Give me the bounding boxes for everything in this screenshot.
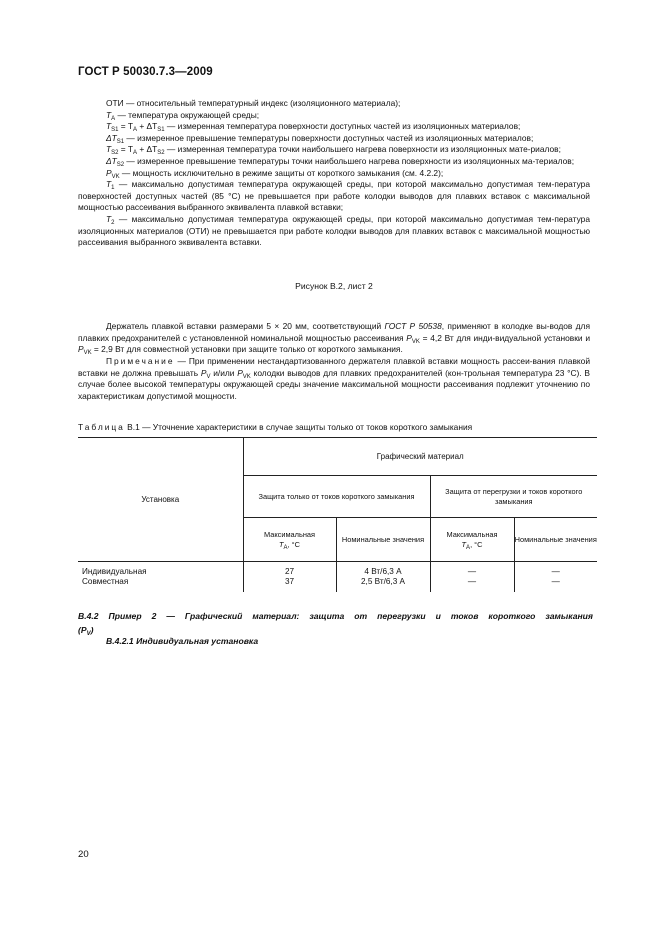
definition-ts2: $T_{S2} = T_A + \Delta T_{S2}$ — измеренная температура точки наибольшего нагрева поверхности из изоляционных мате-риалов; <box>106 144 561 157</box>
table-b1 <box>78 437 597 592</box>
header-nominal-2: Номинальные значения <box>514 518 597 562</box>
table-data: Индивидуальная Совместная 27 37 4 Вт/6,3 А 2,5 Вт/6,3 А — — — — <box>78 562 597 592</box>
definition-t2: $T_2$ — максимально допустимая температура окружающей среды, при которой максимально допустимая тем-пература изоляционных материалов (ОТИ) не превышается при работе колодки выводов для плавких вставок с максимальной мощностью рассеивания выбранного эквивалента вставки. <box>78 213 590 248</box>
figure-caption: Рисунок В.2, лист 2 <box>295 281 373 291</box>
section-heading-continuation: $(P_V)$ <box>78 625 94 637</box>
definition-dts2: $\Delta T_{S2}$ — измеренное превышение температуры точки наибольшего нагрева поверхности из изоляционных ма-териалов; <box>106 155 575 168</box>
table-row-install: Индивидуальная <box>82 567 147 576</box>
header-nominal-1: Номинальные значения <box>336 518 430 562</box>
document-header: ГОСТ Р 50030.7.3—2009 <box>78 66 213 78</box>
note-paragraph: Примечание — При применении нестандартизованного держателя плавкой вставки мощность рассеи-вания плавкой вставки не должна превышать $P_V$ и/или $P_{VK}$ колодки выводов для плавких предохранителей (кон-трольная температура 23 °С). В случае более высокой температуры окружающей среды значение максимальной мощности рассеивания подлежит уточнению по характеристикам допустимой мощности. <box>78 356 590 401</box>
symbol-definitions <box>78 98 590 249</box>
definition-t1: $T_1$ — максимально допустимая температура окружающей среды, при которой максимально допустимая тем-пература поверхностей доступных частей (85 °С) не превышается при работе колодки выводов для плавких вставок с максимальной мощностью рассеивания выбранного эквивалента плавкой вставки; <box>78 179 590 213</box>
standard-reference: ГОСТ Р 50538 <box>384 321 442 331</box>
definition-ta: $T_A$ — температура окружающей среды; <box>106 109 260 122</box>
subsection-heading: В.4.2.1 Индивидуальная установка <box>106 636 259 646</box>
definition-dts1: $\Delta T_{S1}$ — измеренное превышение температуры поверхности доступных частей из изоляционных материалов; <box>106 132 534 145</box>
header-max-temp-2: Максимальная $T_A$, °С <box>430 518 514 562</box>
paragraph-holder: Держатель плавкой вставки размерами 5 × 20 мм, соответствующий ГОСТ Р 50538, применяют в колодке вы-водов для плавких предохранителей с установленной номинальной мощностью рассеивания $P_{VK} = 4,2$ Вт для инди-видуальной установки и $P_{VK} = 2,9$ Вт для совместной установки при защите только от короткого замыкания. <box>78 321 591 357</box>
header-install: Установка <box>78 438 243 562</box>
table-title: Таблица В.1 — Уточнение характеристики в случае защиты только от токов короткого замыкания <box>78 422 473 432</box>
section-heading: В.4.2 Пример 2 — Графический материал: защита от перегрузки и токов короткого замыкания <box>78 611 593 621</box>
note-label: Примечание <box>106 356 175 366</box>
definition-pvk: $P_{VK}$ — мощность исключительно в режиме защиты от короткого замыкания (см. 4.2.2); <box>106 167 444 180</box>
header-max-temp-1: Максимальная $T_A$, °С <box>243 518 336 562</box>
definition-ts1: $T_{S1} = T_A + \Delta T_{S1}$ — измеренная температура поверхности доступных частей из изоляционных материалов; <box>106 121 521 134</box>
header-group-short-circuit: Защита только от токов короткого замыкания <box>243 476 430 518</box>
header-graphic: Графический материал <box>243 438 597 476</box>
header-group-overload: Защита от перегрузки и токов короткого замыкания <box>430 476 597 518</box>
page-number: 20 <box>78 849 89 860</box>
definition-oti: ОТИ — относительный температурный индекс (изоляционного материала); <box>106 98 401 108</box>
table-row-install: Совместная <box>82 577 129 586</box>
